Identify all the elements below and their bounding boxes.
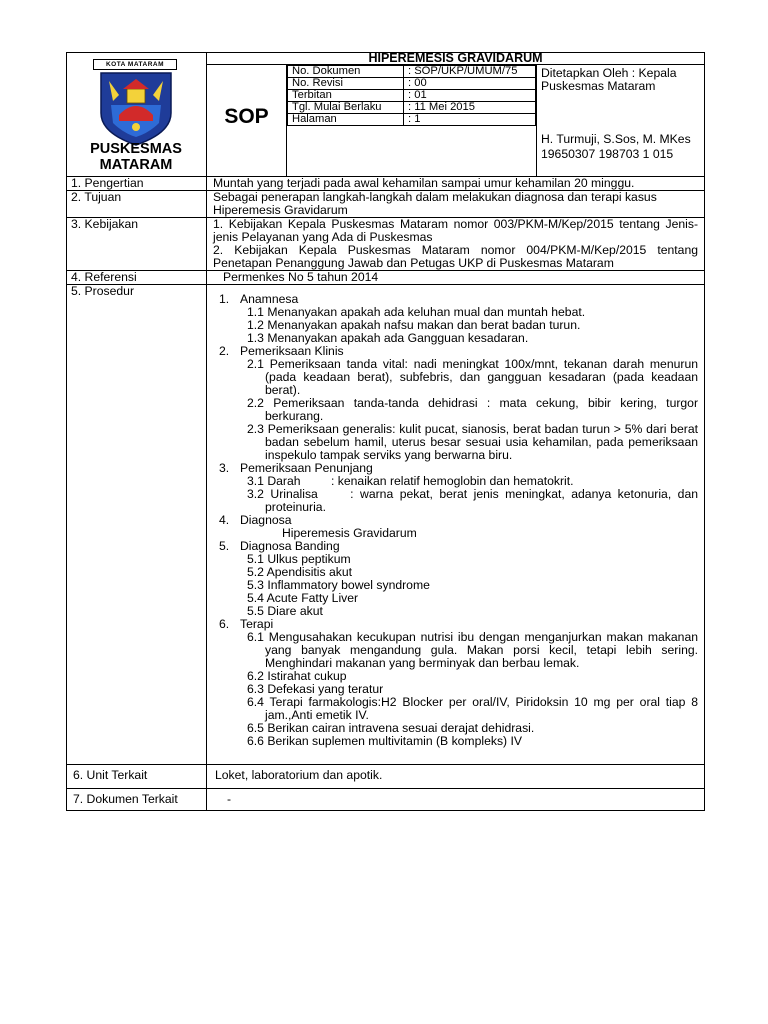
row-label-tujuan: 2. Tujuan	[67, 191, 207, 218]
procedure-substep: 5.2 Apendisitis akut	[247, 565, 353, 579]
meta-label: Tgl. Mulai Berlaku	[288, 102, 404, 114]
procedure-step: 3. Pemeriksaan Penunjang	[219, 461, 373, 475]
row-label-pengertian: 1. Pengertian	[67, 177, 207, 191]
sop-document	[66, 52, 704, 811]
org-name	[67, 141, 205, 173]
kebijakan-item: 2. Kebijakan Kepala Puskesmas Mataram nomor 004/PKM-M/Kep/2015 tentang Penetapan Penanggung Jawab dan Petugas UKP di Puskesmas Mataram	[213, 243, 699, 270]
procedure-substep: 1.1 Menanyakan apakah ada keluhan mual dan muntah hebat.	[247, 305, 586, 319]
org-name-line1: PUSKESMAS	[90, 141, 182, 157]
row-value-pengertian: Muntah yang terjadi pada awal kehamilan sampai umur kehamilan 20 minggu.	[207, 177, 705, 191]
procedure-step: 6. Terapi	[219, 617, 274, 631]
procedure-substep: 5.3 Inflammatory bowel syndrome	[247, 578, 430, 592]
row-value-prosedur	[207, 285, 705, 765]
logo-cell	[67, 53, 207, 177]
procedure-substep: 6.1 Mengusahakan kecukupan nutrisi ibu dengan menganjurkan makan makanan yang banyak mengandung gula. Makan porsi kecil, tetapi lebih sering. Menghindari makanan yang berminyak dan berbau lemak.	[247, 630, 699, 670]
procedure-substep: 6.5 Berikan cairan intravena sesuai derajat dehidrasi.	[247, 721, 535, 735]
logo-caption: KOTA MATARAM	[93, 59, 177, 70]
signer-name: H. Turmuji, S.Sos, M. MKes	[541, 132, 691, 147]
procedure-substep: 6.3 Defekasi yang teratur	[247, 682, 384, 696]
meta-value: : 01	[404, 90, 536, 102]
kebijakan-item: 1. Kebijakan Kepala Puskesmas Mataram nomor 003/PKM-M/Kep/2015 tentang Jenis-jenis Pelayanan yang Ada di Puskesmas	[213, 217, 699, 244]
sop-label-cell	[207, 65, 287, 177]
procedure-substep: 5.4 Acute Fatty Liver	[247, 591, 359, 605]
meta-value: : 00	[404, 78, 536, 90]
procedure-substep: 5.5 Diare akut	[247, 604, 323, 618]
row-label-prosedur: 5. Prosedur	[67, 285, 207, 765]
procedure-substep: 1.3 Menanyakan apakah ada Gangguan kesadaran.	[247, 331, 529, 345]
procedure-step: 5. Diagnosa Banding	[219, 539, 340, 553]
procedure-substep: 3.1 Darah : kenaikan relatif hemoglobin dan hematokrit.	[247, 474, 574, 488]
meta-label: Terbitan	[288, 90, 404, 102]
row-label-kebijakan: 3. Kebijakan	[67, 218, 207, 271]
row-label-referensi: 4. Referensi	[67, 271, 207, 285]
procedure-step: 4. Diagnosa	[219, 513, 292, 527]
procedure-step: 1. Anamnesa	[219, 292, 299, 306]
procedure-substep: 6.4 Terapi farmakologis:H2 Blocker per oral/IV, Piridoksin 10 mg per oral tiap 8 jam.,Anti emetik IV.	[247, 695, 699, 722]
meta-cell	[287, 65, 537, 177]
procedure-substep: 2.3 Pemeriksaan generalis: kulit pucat, sianosis, berat badan turun > 5% dari berat badan sebelum hamil, uterus besar sesuai usia kehamilan, pada pemeriksaan inspekulo tampak serviks yang berwarna biru.	[247, 422, 699, 462]
meta-value: : 11 Mei 2015	[404, 102, 536, 114]
procedure-substep: 1.2 Menanyakan apakah nafsu makan dan berat badan turun.	[247, 318, 581, 332]
row-label-unit: 6. Unit Terkait	[67, 765, 207, 789]
meta-label: Halaman	[288, 114, 404, 126]
meta-label: No. Revisi	[288, 78, 404, 90]
row-value-referensi: Permenkes No 5 tahun 2014	[207, 271, 705, 285]
document-title: HIPEREMESIS GRAVIDARUM	[207, 53, 705, 65]
sop-label: SOP	[224, 105, 269, 129]
meta-value: : SOP/UKP/UMUM/75	[404, 66, 536, 78]
row-label-dokumen: 7. Dokumen Terkait	[67, 789, 207, 811]
city-emblem-icon	[67, 67, 207, 147]
procedure-substep: 3.2 Urinalisa : warna pekat, berat jenis meningkat, adanya ketonuria, dan proteinuria.	[247, 487, 702, 514]
procedure-substep: 2.1 Pemeriksaan tanda vital: nadi meningkat 100x/mnt, tekanan darah menurun (pada keadaan berat), subfebris, dan gangguan kesadaran (pada keadaan berat).	[247, 357, 699, 397]
org-name-line2: MATARAM	[99, 157, 173, 173]
procedure-substep: 5.1 Ulkus peptikum	[247, 552, 351, 566]
procedure-substep: 6.2 Istirahat cukup	[247, 669, 347, 683]
approval-cell	[537, 65, 705, 177]
signer-nip: 19650307 198703 1 015	[541, 147, 674, 162]
sop-table	[66, 52, 705, 811]
procedure-substep: 2.2 Pemeriksaan tanda-tanda dehidrasi : mata cekung, bibir kering, turgor berkurang.	[247, 396, 699, 423]
procedure-substep: Hiperemesis Gravidarum	[282, 526, 417, 540]
meta-table	[287, 65, 536, 126]
procedure-step: 2. Pemeriksaan Klinis	[219, 344, 344, 358]
meta-value: : 1	[404, 114, 536, 126]
meta-label: No. Dokumen	[288, 66, 404, 78]
approval-text: Ditetapkan Oleh : Kepala Puskesmas Mataram	[541, 66, 677, 94]
procedure-substep: 6.6 Berikan suplemen multivitamin (B kompleks) IV	[247, 734, 522, 748]
row-value-tujuan: Sebagai penerapan langkah-langkah dalam melakukan diagnosa dan terapi kasus Hiperemesis Gravidarum	[207, 191, 705, 218]
row-value-unit: Loket, laboratorium dan apotik.	[207, 765, 705, 789]
row-value-dokumen: -	[207, 789, 705, 811]
row-value-kebijakan	[207, 218, 705, 271]
